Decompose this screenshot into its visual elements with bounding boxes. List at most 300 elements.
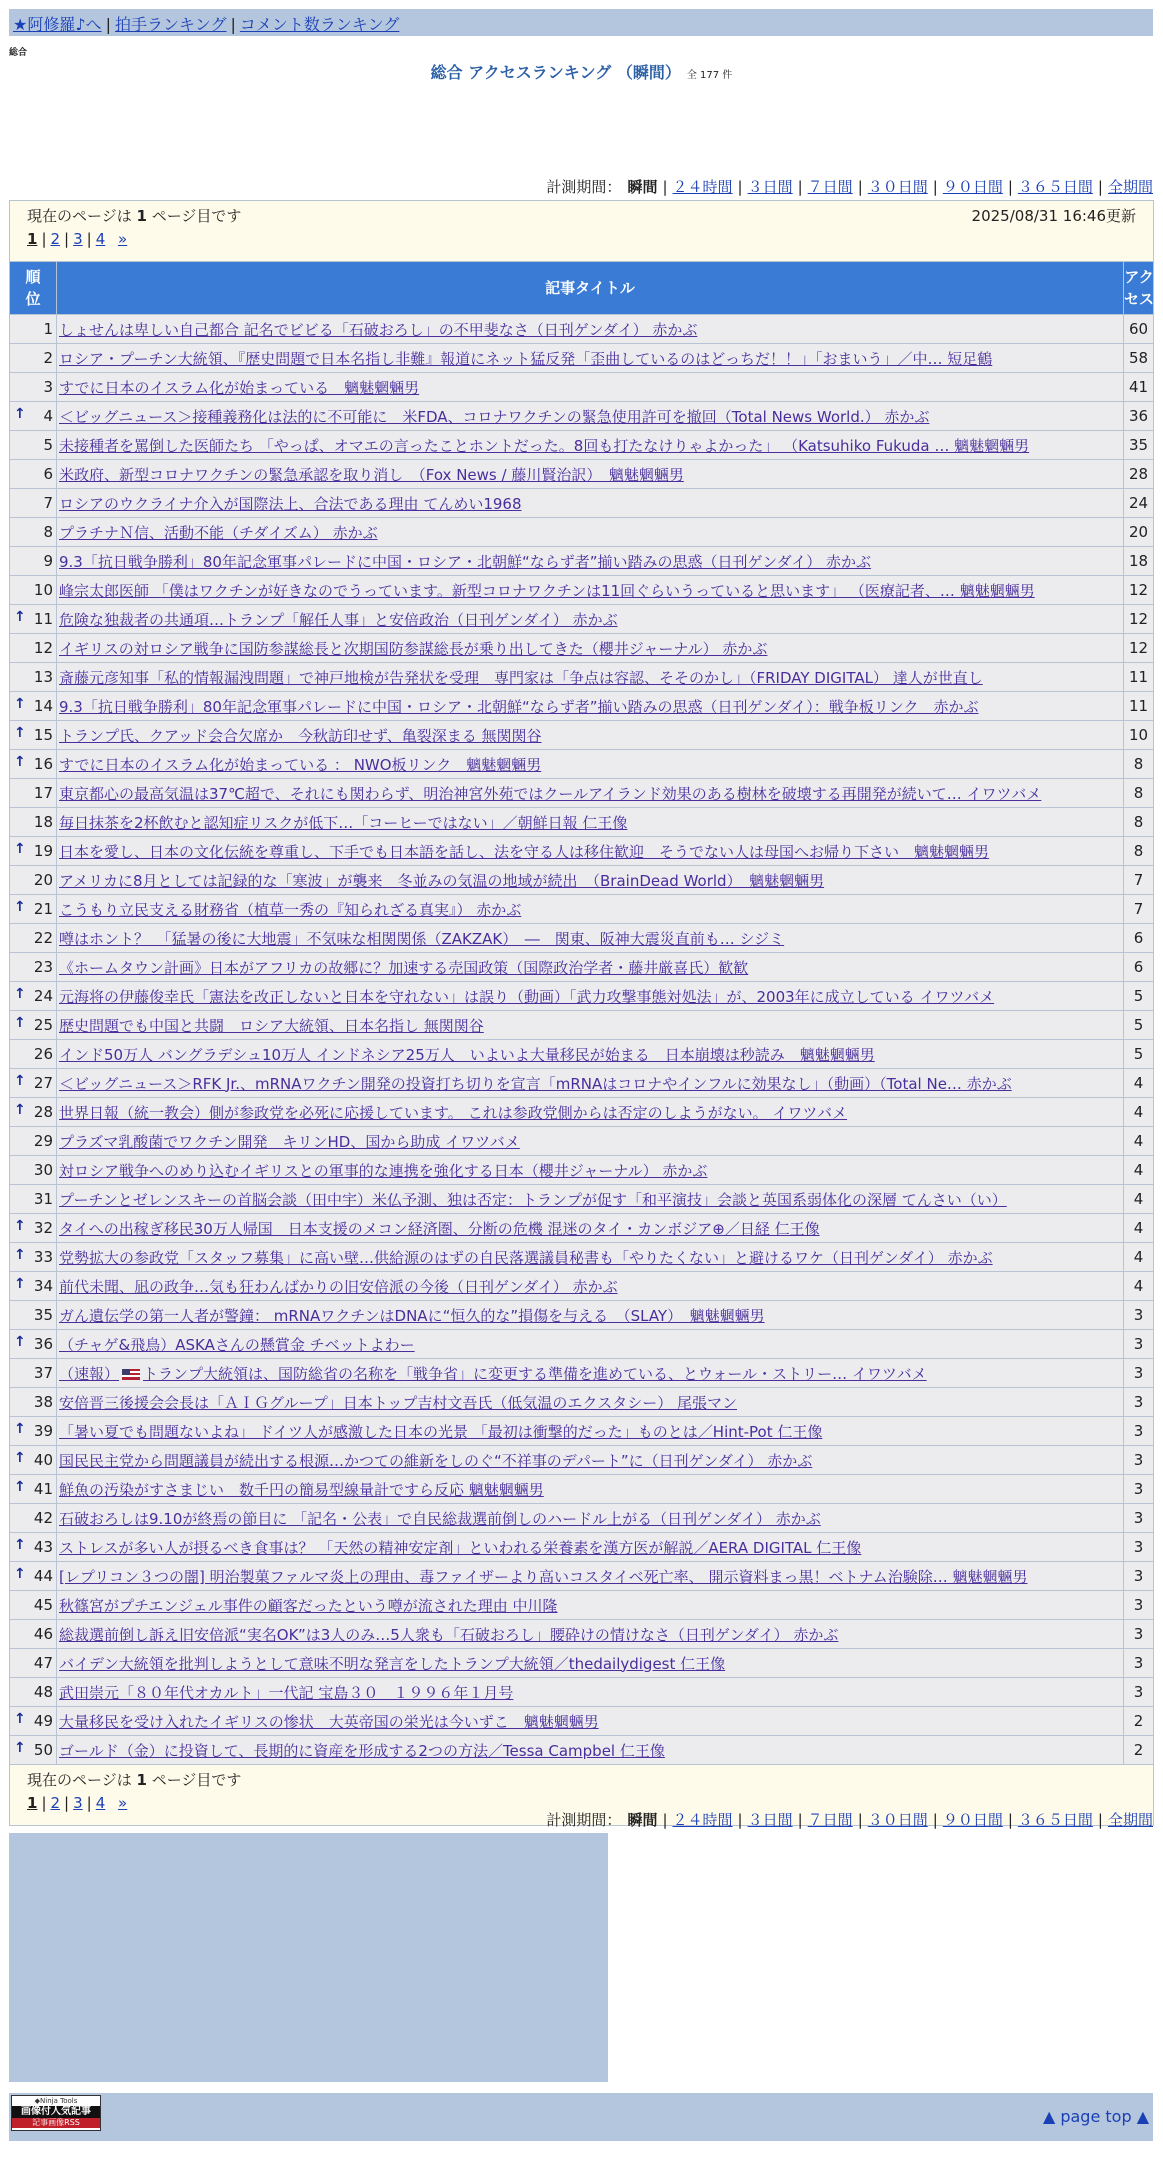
article-title-link[interactable] xyxy=(59,1742,665,1760)
rank-cell xyxy=(10,1417,57,1446)
table-row xyxy=(10,1446,1154,1475)
article-title: 歴史問題でも中国と共闘 ロシア大統領、日本名指し 無関関谷 xyxy=(59,1016,484,1035)
pager-separator: | xyxy=(86,230,92,248)
rank-number: 22 xyxy=(33,929,53,947)
rank-number: 21 xyxy=(33,900,53,918)
rank-number: 18 xyxy=(33,813,53,831)
article-title: ＜ビッグニュース＞接種義務化は法的に不可能に 米FDA、コロナワクチンの緊急使用許可を撤回（Total News World.） 赤かぶ xyxy=(59,407,930,426)
period-separator: | xyxy=(797,178,803,196)
title-cell xyxy=(57,1214,1124,1243)
title-cell xyxy=(57,373,1124,402)
article-title-link[interactable] xyxy=(59,1307,765,1325)
access-count: 5 xyxy=(1124,1040,1154,1069)
access-count: 11 xyxy=(1124,663,1154,692)
table-row xyxy=(10,605,1154,634)
table-row xyxy=(10,1736,1154,1765)
period-separator: | xyxy=(797,1811,803,1829)
rank-cell xyxy=(10,1330,57,1359)
pager-current-page: 1 xyxy=(27,230,38,248)
access-count: 3 xyxy=(1124,1591,1154,1620)
rank-up-arrow-icon: ↑ xyxy=(14,986,26,1002)
article-title: 毎日抹茶を2杯飲むと認知症リスクが低下…「コーヒーではない」／朝鮮日報 仁王像 xyxy=(59,813,628,832)
article-title-link[interactable] xyxy=(59,1104,847,1122)
article-title: すでに日本のイスラム化が始まっている 魑魅魍魎男 xyxy=(59,378,420,397)
rank-number: 10 xyxy=(33,581,53,599)
article-title: インド50万人 バングラデシュ10万人 インドネシア25万人 いよいよ大量移民が始まる 日本崩壊は秒読み 魑魅魍魎男 xyxy=(59,1045,875,1064)
access-count: 12 xyxy=(1124,605,1154,634)
article-title-link[interactable] xyxy=(59,901,521,919)
rank-number: 50 xyxy=(33,1741,53,1759)
article-title-link[interactable] xyxy=(59,321,697,339)
page-current: 1 xyxy=(136,1771,147,1789)
article-title-link[interactable] xyxy=(59,959,748,977)
table-row xyxy=(10,982,1154,1011)
ad-placeholder xyxy=(9,1833,608,2082)
period-option-5-bottom[interactable]: ３６５日間 xyxy=(1017,1811,1093,1829)
page-title xyxy=(0,60,1163,83)
pager-page-3[interactable]: 3 xyxy=(73,230,83,248)
article-title-link[interactable] xyxy=(59,669,983,687)
pager-current-page: 1 xyxy=(27,1794,38,1812)
header-rank xyxy=(10,262,57,315)
title-cell xyxy=(57,1533,1124,1562)
period-option-2[interactable]: ７日間 xyxy=(807,178,853,196)
article-title-link[interactable] xyxy=(59,756,541,774)
article-title-link[interactable] xyxy=(59,1481,544,1499)
rank-number: 46 xyxy=(33,1625,53,1643)
pager-page-4[interactable]: 4 xyxy=(95,1794,106,1812)
table-row xyxy=(10,1620,1154,1649)
rank-cell xyxy=(10,1011,57,1040)
rank-cell xyxy=(10,779,57,808)
title-cell xyxy=(57,576,1124,605)
title-cell xyxy=(57,953,1124,982)
page-current: 1 xyxy=(136,207,147,225)
access-count: 4 xyxy=(1124,1272,1154,1301)
access-count: 4 xyxy=(1124,1098,1154,1127)
table-row xyxy=(10,1417,1154,1446)
page-prefix: 現在のページは xyxy=(27,1771,132,1789)
access-count: 24 xyxy=(1124,489,1154,518)
table-row xyxy=(10,518,1154,547)
article-title-link[interactable] xyxy=(59,1249,993,1267)
pager-separator xyxy=(109,230,114,248)
article-title-link[interactable] xyxy=(59,640,767,658)
article-title: 9.3「抗日戦争勝利」80年記念軍事パレードに中国・ロシア・北朝鮮“ならず者”揃い踏みの思惑（日刊ゲンダイ） 赤かぶ xyxy=(59,552,872,571)
rank-up-arrow-icon: ↑ xyxy=(14,1247,26,1263)
access-count: 3 xyxy=(1124,1620,1154,1649)
access-count: 3 xyxy=(1124,1359,1154,1388)
rank-up-arrow-icon: ↑ xyxy=(14,1740,26,1756)
rank-number: 14 xyxy=(33,697,53,715)
pager-next[interactable]: » xyxy=(118,1794,128,1812)
period-separator: | xyxy=(662,178,668,196)
article-title: ロシアのウクライナ介入が国際法上、合法である理由 てんめい1968 xyxy=(59,494,522,513)
article-title-link[interactable] xyxy=(59,1626,838,1644)
total-count: 全 177 件 xyxy=(686,70,733,81)
access-count: 3 xyxy=(1124,1330,1154,1359)
article-title-link[interactable] xyxy=(59,553,871,571)
title-cell xyxy=(57,663,1124,692)
article-title: プラズマ乳酸菌でワクチン開発 キリンHD、国から助成 イワツバメ xyxy=(59,1132,520,1151)
rank-cell xyxy=(10,1156,57,1185)
table-row xyxy=(10,547,1154,576)
article-title: 斎藤元彦知事「私的情報漏洩問題」で神戸地検が告発状を受理 専門家は「争点は容認、そそのかし」（FRIDAY DIGITAL） 達人が世直し xyxy=(59,668,983,687)
article-title-link[interactable] xyxy=(59,727,542,745)
pager-page-2[interactable]: 2 xyxy=(50,230,61,248)
article-title-link[interactable] xyxy=(59,524,378,542)
article-title: 米政府、新型コロナワクチンの緊急承認を取り消し （Fox News / 藤川賢治訳） 魑魅魍魎男 xyxy=(59,465,684,484)
rank-number: 38 xyxy=(33,1393,53,1411)
pager-top xyxy=(27,230,1136,248)
period-option-0[interactable]: ２４時間 xyxy=(672,178,733,196)
title-cell xyxy=(57,982,1124,1011)
period-option-5[interactable]: ３６５日間 xyxy=(1017,178,1093,196)
rank-cell xyxy=(10,1504,57,1533)
page-info-cell xyxy=(10,201,1154,262)
period-option-3-bottom[interactable]: ３０日間 xyxy=(867,1811,928,1829)
rank-number: 6 xyxy=(43,465,53,483)
period-selector-bottom xyxy=(546,1809,1153,1830)
rank-number: 44 xyxy=(33,1567,53,1585)
rank-cell xyxy=(10,692,57,721)
article-title-link[interactable] xyxy=(59,1539,861,1557)
rank-number: 9 xyxy=(43,552,53,570)
period-option-1[interactable]: ３日間 xyxy=(747,178,793,196)
article-title: トランプ氏、クアッド会合欠席か 今秋訪印せず、亀裂深まる 無関関谷 xyxy=(59,726,542,745)
rank-number: 5 xyxy=(43,436,53,454)
article-title-link[interactable] xyxy=(59,495,522,513)
article-title-link[interactable] xyxy=(59,1452,812,1470)
article-title-link[interactable] xyxy=(59,785,1041,803)
title-cell xyxy=(57,692,1124,721)
table-row xyxy=(10,663,1154,692)
period-separator: | xyxy=(932,178,938,196)
rank-up-arrow-icon: ↑ xyxy=(14,1102,26,1118)
table-row xyxy=(10,779,1154,808)
table-row xyxy=(10,489,1154,518)
article-title-link[interactable] xyxy=(59,814,627,832)
period-separator: | xyxy=(1097,1811,1103,1829)
article-title-link[interactable] xyxy=(59,379,419,397)
title-cell xyxy=(57,1156,1124,1185)
article-title: （チャゲ&飛鳥）ASKAさんの懸賞金 チベットよわー xyxy=(59,1335,415,1354)
rank-cell xyxy=(10,634,57,663)
article-title-link[interactable] xyxy=(59,350,992,368)
rank-number: 13 xyxy=(33,668,53,686)
rank-cell xyxy=(10,837,57,866)
article-title-link[interactable] xyxy=(59,1423,822,1441)
period-option-6[interactable]: 全期間 xyxy=(1107,178,1153,196)
period-separator: | xyxy=(1007,178,1013,196)
table-row xyxy=(10,1649,1154,1678)
article-title: 石破おろしは9.10が終焉の節目に 「記名・公表」で自民総裁選前倒しのハードル上がる（日刊ゲンダイ） 赤かぶ xyxy=(59,1509,821,1528)
rank-up-arrow-icon: ↑ xyxy=(14,1537,26,1553)
access-count: 4 xyxy=(1124,1069,1154,1098)
title-cell xyxy=(57,721,1124,750)
rank-cell xyxy=(10,1649,57,1678)
period-option-4-bottom[interactable]: ９０日間 xyxy=(942,1811,1003,1829)
rank-number: 3 xyxy=(43,378,53,396)
article-title-link[interactable] xyxy=(59,408,929,426)
table-row xyxy=(10,1388,1154,1417)
pager-separator: | xyxy=(41,230,47,248)
period-separator: | xyxy=(737,1811,743,1829)
article-title: 鮮魚の汚染がすさまじい 数千円の簡易型線量計ですら反応 魑魅魍魎男 xyxy=(59,1480,544,1499)
access-count: 5 xyxy=(1124,1011,1154,1040)
article-title-link[interactable] xyxy=(59,1597,558,1615)
access-count: 2 xyxy=(1124,1707,1154,1736)
article-title: 未接種者を罵倒した医師たち 「やっぱ、オマエの言ったことホントだった。8回も打たなけりゃよかった」 （Katsuhiko Fukuda … 魑魅魍魎男 xyxy=(59,436,1030,455)
title-cell xyxy=(57,924,1124,953)
rank-cell xyxy=(10,344,57,373)
period-separator: | xyxy=(932,1811,938,1829)
table-row xyxy=(10,1098,1154,1127)
access-count: 60 xyxy=(1124,315,1154,344)
rank-number: 43 xyxy=(33,1538,53,1556)
article-title-link[interactable] xyxy=(59,872,824,890)
article-title-link[interactable] xyxy=(59,1568,1027,1586)
table-row xyxy=(10,1243,1154,1272)
rank-number: 48 xyxy=(33,1683,53,1701)
period-separator: | xyxy=(1007,1811,1013,1829)
title-cell xyxy=(57,1359,1124,1388)
title-cell xyxy=(57,1649,1124,1678)
period-option-1-bottom[interactable]: ３日間 xyxy=(747,1811,793,1829)
nav-link-clap-ranking[interactable]: 拍手ランキング xyxy=(114,15,227,34)
rank-cell xyxy=(10,808,57,837)
period-option-6-bottom[interactable]: 全期間 xyxy=(1107,1811,1153,1829)
article-title-link[interactable] xyxy=(59,1017,484,1035)
period-separator: | xyxy=(662,1811,668,1829)
article-title-link[interactable] xyxy=(59,611,618,629)
period-label: 計測期間： xyxy=(546,178,622,196)
table-row xyxy=(10,1214,1154,1243)
table-row xyxy=(10,1011,1154,1040)
title-cell xyxy=(57,1098,1124,1127)
access-count: 5 xyxy=(1124,982,1154,1011)
article-title-link[interactable] xyxy=(59,1713,599,1731)
rank-number: 40 xyxy=(33,1451,53,1469)
title-cell xyxy=(57,605,1124,634)
access-count: 58 xyxy=(1124,344,1154,373)
article-title: 対ロシア戦争へのめり込むイギリスとの軍事的な連携を強化する日本（櫻井ジャーナル） 赤かぶ xyxy=(59,1161,708,1180)
rank-number: 19 xyxy=(33,842,53,860)
article-title-link[interactable] xyxy=(59,1365,927,1383)
access-count: 3 xyxy=(1124,1533,1154,1562)
article-title-link[interactable] xyxy=(59,437,1029,455)
article-title: 「暑い夏でも問題ないよね」 ドイツ人が感激した日本の光景 「最初は衝撃的だった」ものとは／Hint-Pot 仁王像 xyxy=(59,1422,823,1441)
title-cell xyxy=(57,1388,1124,1417)
article-title: 9.3「抗日戦争勝利」80年記念軍事パレードに中国・ロシア・北朝鮮“ならず者”揃い踏みの思惑（日刊ゲンダイ）：戦争板リンク 赤かぶ xyxy=(59,697,979,716)
access-count: 7 xyxy=(1124,895,1154,924)
rank-cell xyxy=(10,721,57,750)
rank-number: 30 xyxy=(33,1161,53,1179)
access-count: 3 xyxy=(1124,1678,1154,1707)
article-title-link[interactable] xyxy=(59,1336,415,1354)
article-title: ストレスが多い人が摂るべき食事は？ 「天然の精神安定剤」といわれる栄養素を漢方医が解説／AERA DIGITAL 仁王像 xyxy=(59,1538,862,1557)
article-title-link[interactable] xyxy=(59,1162,707,1180)
nav-link-ashura[interactable]: ★阿修羅♪へ xyxy=(13,15,102,34)
article-title-link[interactable] xyxy=(59,1510,821,1528)
badge-line2: 画像付人気記事 xyxy=(12,2106,100,2118)
title-cell xyxy=(57,895,1124,924)
table-row xyxy=(10,1504,1154,1533)
access-count: 3 xyxy=(1124,1446,1154,1475)
rank-number: 35 xyxy=(33,1306,53,1324)
table-row xyxy=(10,866,1154,895)
period-option-4[interactable]: ９０日間 xyxy=(942,178,1003,196)
access-count: 3 xyxy=(1124,1417,1154,1446)
title-cell xyxy=(57,315,1124,344)
header-rank-label: 順位 xyxy=(25,268,41,308)
rank-number: 45 xyxy=(33,1596,53,1614)
table-row xyxy=(10,808,1154,837)
article-title-link[interactable] xyxy=(59,1046,875,1064)
table-row xyxy=(10,1475,1154,1504)
rank-cell xyxy=(10,1214,57,1243)
title-cell xyxy=(57,1707,1124,1736)
period-selector-top xyxy=(546,176,1153,197)
title-cell xyxy=(57,518,1124,547)
access-count: 8 xyxy=(1124,808,1154,837)
title-cell xyxy=(57,489,1124,518)
rank-cell xyxy=(10,663,57,692)
rank-cell xyxy=(10,1678,57,1707)
rank-up-arrow-icon: ↑ xyxy=(14,1711,26,1727)
rank-up-arrow-icon: ↑ xyxy=(14,1276,26,1292)
article-title-link[interactable] xyxy=(59,930,784,948)
article-title: ガん遺伝学の第一人者が警鐘： mRNAワクチンはDNAに“恒久的な”損傷を与える （SLAY） 魑魅魍魎男 xyxy=(59,1306,765,1325)
title-cell xyxy=(57,1069,1124,1098)
article-title-link[interactable] xyxy=(59,988,994,1006)
rank-number: 24 xyxy=(33,987,53,1005)
article-title-link[interactable] xyxy=(59,1394,737,1412)
article-title: こうもり立民支える財務省（植草一秀の『知られざる真実』） 赤かぶ xyxy=(59,900,522,919)
page-suffix: ページ目です xyxy=(151,1771,242,1789)
article-title-link[interactable] xyxy=(59,1191,1007,1209)
rank-cell xyxy=(10,924,57,953)
ninja-tools-badge[interactable] xyxy=(11,2095,101,2131)
access-count: 6 xyxy=(1124,924,1154,953)
rank-up-arrow-icon: ↑ xyxy=(14,725,26,741)
article-title: 噂はホント？ 「猛暑の後に大地震」不気味な相関関係（ZAKZAK） ― 関東、阪神大震災直前も… シジミ xyxy=(59,929,785,948)
article-title: 《ホームタウン計画》日本がアフリカの故郷に？加速する売国政策（国際政治学者・藤井厳喜氏）歓歓 xyxy=(59,958,749,977)
rank-cell xyxy=(10,547,57,576)
page-title-text: 総合 アクセスランキング （瞬間） xyxy=(430,63,681,82)
table-row xyxy=(10,721,1154,750)
article-title: 前代未聞、凪の政争…気も狂わんばかりの旧安倍派の今後（日刊ゲンダイ） 赤かぶ xyxy=(59,1277,618,1296)
rank-cell xyxy=(10,1446,57,1475)
table-row xyxy=(10,1330,1154,1359)
table-row xyxy=(10,431,1154,460)
table-row xyxy=(10,692,1154,721)
table-row xyxy=(10,1040,1154,1069)
pager-page-4[interactable]: 4 xyxy=(95,230,106,248)
period-separator: | xyxy=(857,1811,863,1829)
article-title: タイへの出稼ぎ移民30万人帰国 日本支援のメコン経済圏、分断の危機 混迷のタイ・カンボジア⊕／日経 仁王像 xyxy=(59,1219,820,1238)
article-title: すでに日本のイスラム化が始まっている ： NWO板リンク 魑魅魍魎男 xyxy=(59,755,542,774)
article-title-link[interactable] xyxy=(59,1684,513,1702)
rank-number: 11 xyxy=(33,610,53,628)
title-cell xyxy=(57,402,1124,431)
nav-link-comment-ranking[interactable]: コメント数ランキング xyxy=(239,15,400,34)
article-title: [レプリコン３つの闇] 明治製菓ファルマ炎上の理由、毒ファイザーより高いコスタイベ死亡率、 開示資料まっ黒！ベトナム治験除… 魑魅魍魎男 xyxy=(59,1567,1028,1586)
access-count: 3 xyxy=(1124,1388,1154,1417)
rank-cell xyxy=(10,1069,57,1098)
rank-number: 7 xyxy=(43,494,53,512)
article-title-link[interactable] xyxy=(59,843,989,861)
title-cell xyxy=(57,1301,1124,1330)
article-title-link[interactable] xyxy=(59,1655,725,1673)
title-cell xyxy=(57,344,1124,373)
title-cell xyxy=(57,1446,1124,1475)
rank-up-arrow-icon: ↑ xyxy=(14,754,26,770)
pager-separator: | xyxy=(86,1794,92,1812)
access-count: 12 xyxy=(1124,576,1154,605)
table-row xyxy=(10,1272,1154,1301)
badge-line3: 記事画像RSS xyxy=(12,2118,100,2128)
article-title: 峰宗太郎医師 「僕はワクチンが好きなのでうっています。新型コロナワクチンは11回ぐらいうっていると思います」 （医療記者、… 魑魅魍魎男 xyxy=(59,581,1035,600)
access-count: 3 xyxy=(1124,1649,1154,1678)
access-count: 3 xyxy=(1124,1562,1154,1591)
rank-cell xyxy=(10,1620,57,1649)
period-separator: | xyxy=(1097,178,1103,196)
pager-page-2[interactable]: 2 xyxy=(50,1794,61,1812)
period-option-0-bottom[interactable]: ２４時間 xyxy=(672,1811,733,1829)
pager-page-3[interactable]: 3 xyxy=(73,1794,83,1812)
title-cell xyxy=(57,1475,1124,1504)
page-info-line xyxy=(27,205,1136,226)
rank-cell xyxy=(10,1359,57,1388)
rank-number: 23 xyxy=(33,958,53,976)
rank-up-arrow-icon: ↑ xyxy=(14,899,26,915)
rank-number: 15 xyxy=(33,726,53,744)
rank-cell xyxy=(10,460,57,489)
pager-next[interactable]: » xyxy=(118,230,128,248)
table-row xyxy=(10,924,1154,953)
rank-cell xyxy=(10,373,57,402)
period-option-2-bottom[interactable]: ７日間 xyxy=(807,1811,853,1829)
rank-up-arrow-icon: ↑ xyxy=(14,1479,26,1495)
title-cell xyxy=(57,750,1124,779)
article-title-link[interactable] xyxy=(59,582,1035,600)
article-title-link[interactable] xyxy=(59,1133,520,1151)
rank-number: 20 xyxy=(33,871,53,889)
updated-time: 2025/08/31 16:46更新 xyxy=(971,207,1136,225)
access-count: 8 xyxy=(1124,837,1154,866)
access-count: 11 xyxy=(1124,692,1154,721)
access-count: 4 xyxy=(1124,1214,1154,1243)
nav-separator: | xyxy=(230,15,236,34)
period-option-3[interactable]: ３０日間 xyxy=(867,178,928,196)
title-cell xyxy=(57,634,1124,663)
article-title-link[interactable] xyxy=(59,1075,1012,1093)
rank-cell xyxy=(10,1040,57,1069)
period-current: 瞬間 xyxy=(627,178,658,196)
article-title-link[interactable] xyxy=(59,698,979,716)
article-title-link[interactable] xyxy=(59,1278,618,1296)
article-title-link[interactable] xyxy=(59,466,684,484)
article-title-link[interactable] xyxy=(59,1220,820,1238)
rank-up-arrow-icon: ↑ xyxy=(14,1073,26,1089)
access-count: 2 xyxy=(1124,1736,1154,1765)
page-top-link[interactable]: ▲ page top ▲ xyxy=(1042,2107,1149,2126)
table-row xyxy=(10,344,1154,373)
rank-up-arrow-icon: ↑ xyxy=(14,1421,26,1437)
title-cell xyxy=(57,431,1124,460)
nav-separator: | xyxy=(105,15,111,34)
